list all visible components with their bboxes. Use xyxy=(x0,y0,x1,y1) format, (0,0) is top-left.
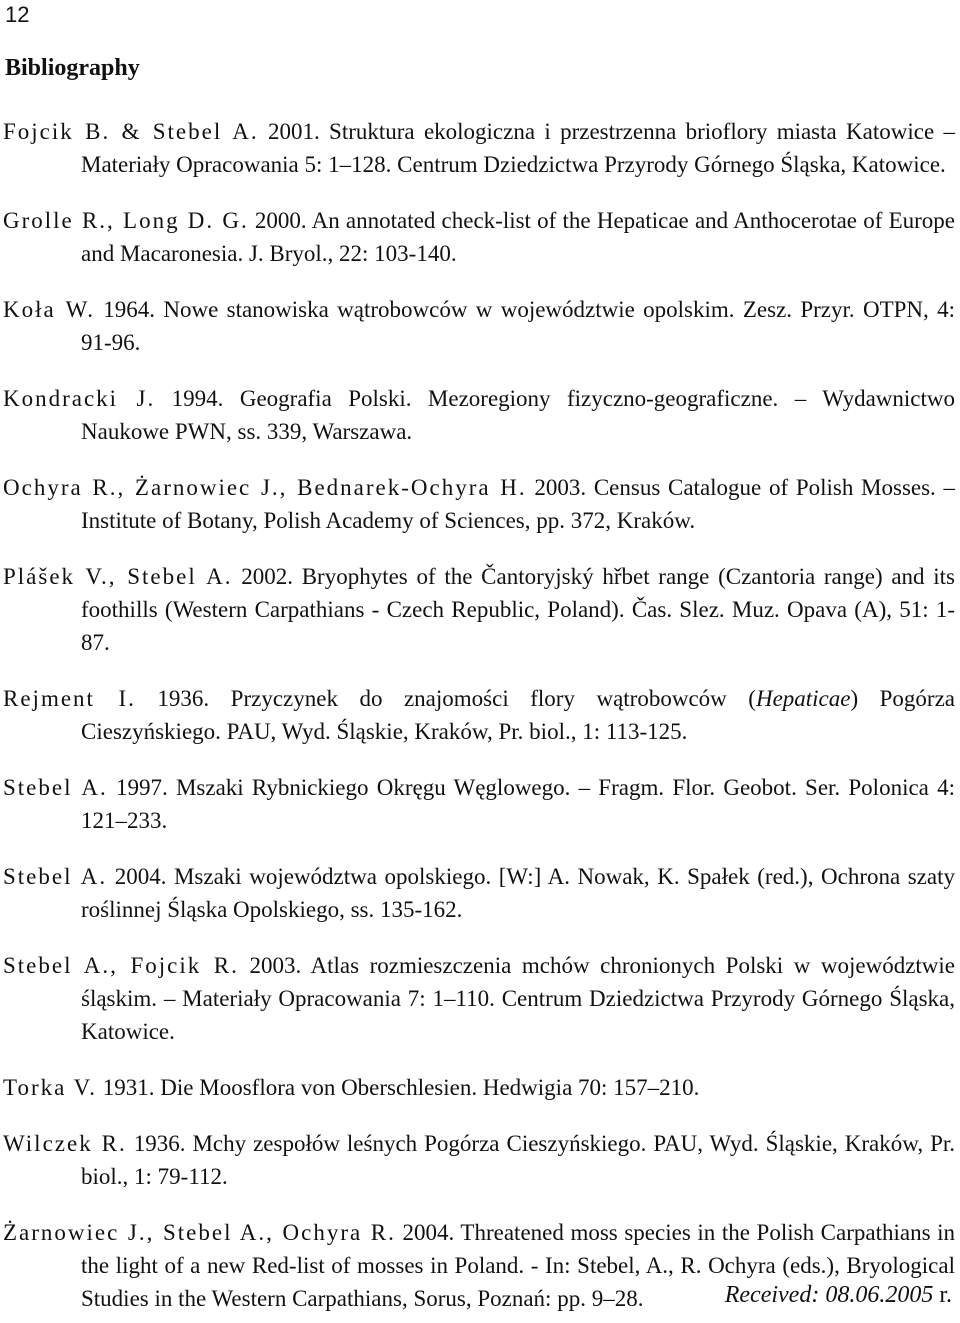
bibliography-entry xyxy=(3,1127,955,1193)
entry-authors: Żarnowiec J., Stebel A., Ochyra R. xyxy=(3,1220,396,1245)
entry-text: 1997. Mszaki Rybnickiego Okręgu Węglowego. – Fragm. Flor. Geobot. Ser. Polonica 4: 121–233. xyxy=(81,775,955,833)
entry-text: ) Pogórza Cieszyńskiego. PAU, Wyd. Śląskie, Kraków, Pr. biol., 1: 113-125. xyxy=(81,686,956,744)
page-number: 12 xyxy=(5,2,30,27)
bibliography-entry xyxy=(3,382,955,448)
entry-authors: Fojcik B. & Stebel A. xyxy=(3,119,259,144)
bibliography-entry xyxy=(3,560,955,659)
entry-authors: Rejment I. xyxy=(3,686,136,711)
entry-text: 2000. An annotated check-list of the Hepaticae and Anthocerotae of Europe and Macaronesia. J. Bryol., 22: 103-140. xyxy=(81,208,955,266)
entry-authors: Stebel A., Fojcik R. xyxy=(3,953,239,978)
bibliography-entry xyxy=(3,471,955,537)
entry-authors: Plášek V., Stebel A. xyxy=(3,564,233,589)
entry-authors: Kondracki J. xyxy=(3,386,156,411)
received-date xyxy=(725,1282,952,1309)
entry-text: 1931. Die Moosflora von Oberschlesien. Hedwigia 70: 157–210. xyxy=(102,1075,700,1100)
bibliography-entry xyxy=(3,293,955,359)
entry-authors: Stebel A. xyxy=(3,864,108,889)
entry-authors: Koła W. xyxy=(3,297,95,322)
entry-text: 2004. Threatened moss species in the Polish Carpathians in the light of a new Red-list of mosses in Poland. - In: Stebel, A., R. Ochyra (eds.), Bryological Studies in the Western Carpathians, Sorus, Poznań: pp. 9–28. xyxy=(81,1220,956,1311)
bibliography-entry xyxy=(3,204,955,270)
bibliography-entry xyxy=(3,115,955,181)
entry-authors: Stebel A. xyxy=(3,775,108,800)
entry-authors: Ochyra R., Żarnowiec J., Bednarek-Ochyra H. xyxy=(3,475,527,500)
entry-text-italic: Hepaticae xyxy=(755,686,851,711)
received-label: Received: 08.06.2005 xyxy=(724,1282,934,1308)
bibliography-entry xyxy=(3,860,955,926)
entry-authors: Wilczek R. xyxy=(3,1131,127,1156)
received-suffix: r. xyxy=(933,1282,952,1308)
entry-text: 2001. Struktura ekologiczna i przestrzenna brioflory miasta Katowice – Materiały Opracowania 5: 1–128. Centrum Dziedzictwa Przyrody Górnego Śląska, Katowice. xyxy=(81,119,955,177)
bibliography-entry xyxy=(3,771,955,837)
bibliography-entry xyxy=(3,1071,955,1104)
bibliography-list xyxy=(3,92,955,1323)
entry-text: 1936. Mchy zespołów leśnych Pogórza Cieszyńskiego. PAU, Wyd. Śląskie, Kraków, Pr. biol., 1: 79-112. xyxy=(81,1131,955,1189)
entry-text: 1994. Geografia Polski. Mezoregiony fizyczno-geograficzne. – Wydawnictwo Naukowe PWN, ss. 339, Warszawa. xyxy=(81,386,956,444)
entry-text: 2004. Mszaki województwa opolskiego. [W:] A. Nowak, K. Spałek (red.), Ochrona szaty roślinnej Śląska Opolskiego, ss. 135-162. xyxy=(81,864,955,922)
entry-authors: Grolle R., Long D. G. xyxy=(3,208,249,233)
entry-text: 1964. Nowe stanowiska wątrobowców w województwie opolskim. Zesz. Przyr. OTPN, 4: 91-96. xyxy=(81,297,955,355)
bibliography-entry xyxy=(3,949,955,1048)
entry-text: 2003. Census Catalogue of Polish Mosses. – Institute of Botany, Polish Academy of Sciences, pp. 372, Kraków. xyxy=(81,475,956,533)
entry-authors: Torka V. xyxy=(3,1075,98,1100)
bibliography-heading: Bibliography xyxy=(5,55,140,81)
entry-text: 2003. Atlas rozmieszczenia mchów chronionych Polski w województwie śląskim. – Materiały Opracowania 7: 1–110. Centrum Dziedzictwa Przyrody Górnego Śląska, Katowice. xyxy=(81,953,956,1044)
entry-text: 1936. Przyczynek do znajomości flory wątrobowców ( xyxy=(157,686,756,711)
entry-text: 2002. Bryophytes of the Čantoryjský hřbet range (Czantoria range) and its foothills (Western Carpathians - Czech Republic, Poland). Čas. Slez. Muz. Opava (A), 51: 1-87. xyxy=(81,564,955,655)
bibliography-entry xyxy=(3,682,955,748)
